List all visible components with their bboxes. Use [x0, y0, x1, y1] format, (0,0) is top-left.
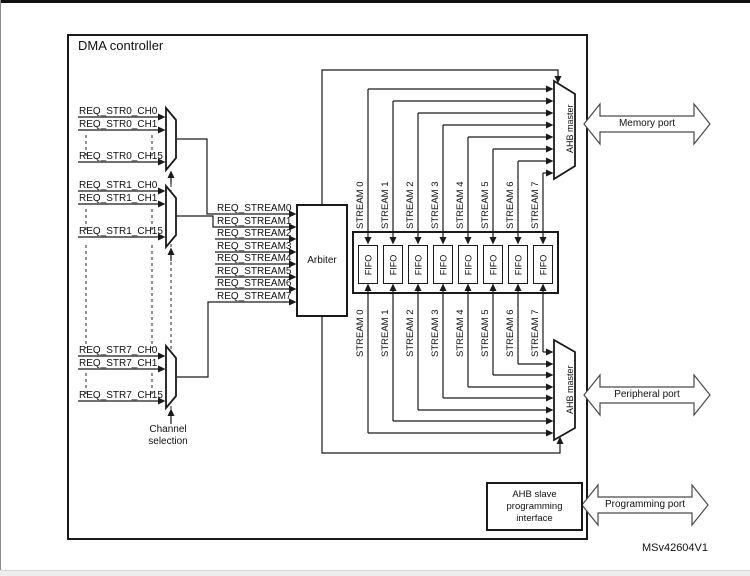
- fifo-label: FIFO: [363, 254, 373, 275]
- fifo-label: FIFO: [538, 254, 548, 275]
- channel-request-label: REQ_STR0_CH15: [79, 151, 163, 162]
- stream-label-top: STREAM 7: [530, 181, 541, 229]
- fifo-label: FIFO: [413, 254, 423, 275]
- stream-label-bottom: STREAM 6: [505, 309, 516, 357]
- channel-mux-0: [166, 108, 176, 170]
- stream-label-top: STREAM 1: [380, 181, 391, 229]
- channel-request-label: REQ_STR7_CH15: [79, 390, 163, 401]
- req-stream-label: REQ_STREAM7: [217, 291, 292, 302]
- channel-request-label: REQ_STR7_CH1: [79, 358, 158, 369]
- channel-mux-7: [166, 346, 176, 408]
- figure-id: MSv42604V1: [641, 542, 708, 554]
- req-stream-label: REQ_STREAM5: [217, 266, 292, 277]
- stream-label-top: STREAM 3: [430, 181, 441, 229]
- programming-port-label: Programming port: [604, 499, 686, 510]
- fifo-label: FIFO: [463, 254, 473, 275]
- dma-controller-title: DMA controller: [78, 38, 164, 53]
- stream-label-bottom: STREAM 5: [480, 309, 491, 357]
- ahb-master-label: AHB master: [565, 104, 575, 153]
- arbiter-label: Arbiter: [307, 255, 337, 266]
- req-stream-label: REQ_STREAM0: [217, 203, 292, 214]
- channel-selection-label: Channel selection: [148, 424, 188, 447]
- channel-request-label: REQ_STR0_CH1: [79, 119, 158, 130]
- channel-mux-1: [166, 186, 176, 247]
- stream-label-bottom: STREAM 7: [530, 309, 541, 357]
- fifo-label: FIFO: [513, 254, 523, 275]
- channel-request-label: REQ_STR1_CH0: [79, 180, 158, 191]
- ahb-slave-label: AHB slave programming interface: [506, 488, 563, 524]
- ahb-slave-box: [486, 482, 583, 531]
- req-stream-label: REQ_STREAM3: [217, 241, 292, 252]
- memory-port-label: Memory port: [618, 118, 676, 129]
- req-stream-label: REQ_STREAM4: [217, 253, 292, 264]
- stream-label-top: STREAM 4: [455, 181, 466, 229]
- req-stream-label: REQ_STREAM6: [217, 278, 292, 289]
- stream-label-bottom: STREAM 4: [455, 309, 466, 357]
- stream-label-bottom: STREAM 1: [380, 309, 391, 357]
- channel-request-label: REQ_STR0_CH0: [79, 106, 158, 117]
- ahb-master-label: AHB master: [565, 365, 575, 414]
- fifo-label: FIFO: [438, 254, 448, 275]
- fifo-label: FIFO: [488, 254, 498, 275]
- stream-label-top: STREAM 2: [405, 181, 416, 229]
- stream-label-bottom: STREAM 3: [430, 309, 441, 357]
- stream-label-bottom: STREAM 2: [405, 309, 416, 357]
- stream-label-bottom: STREAM 0: [355, 309, 366, 357]
- channel-request-label: REQ_STR1_CH1: [79, 193, 158, 204]
- stream-label-top: STREAM 5: [480, 181, 491, 229]
- fifo-label: FIFO: [388, 254, 398, 275]
- channel-request-label: REQ_STR7_CH0: [79, 345, 158, 356]
- channel-request-label: REQ_STR1_CH15: [79, 226, 163, 237]
- stream-label-top: STREAM 0: [355, 181, 366, 229]
- req-stream-label: REQ_STREAM1: [217, 216, 292, 227]
- stream-label-top: STREAM 6: [505, 181, 516, 229]
- req-stream-label: REQ_STREAM2: [217, 228, 292, 239]
- peripheral-port-label: Peripheral port: [614, 389, 680, 400]
- dashed-lines: [86, 135, 171, 424]
